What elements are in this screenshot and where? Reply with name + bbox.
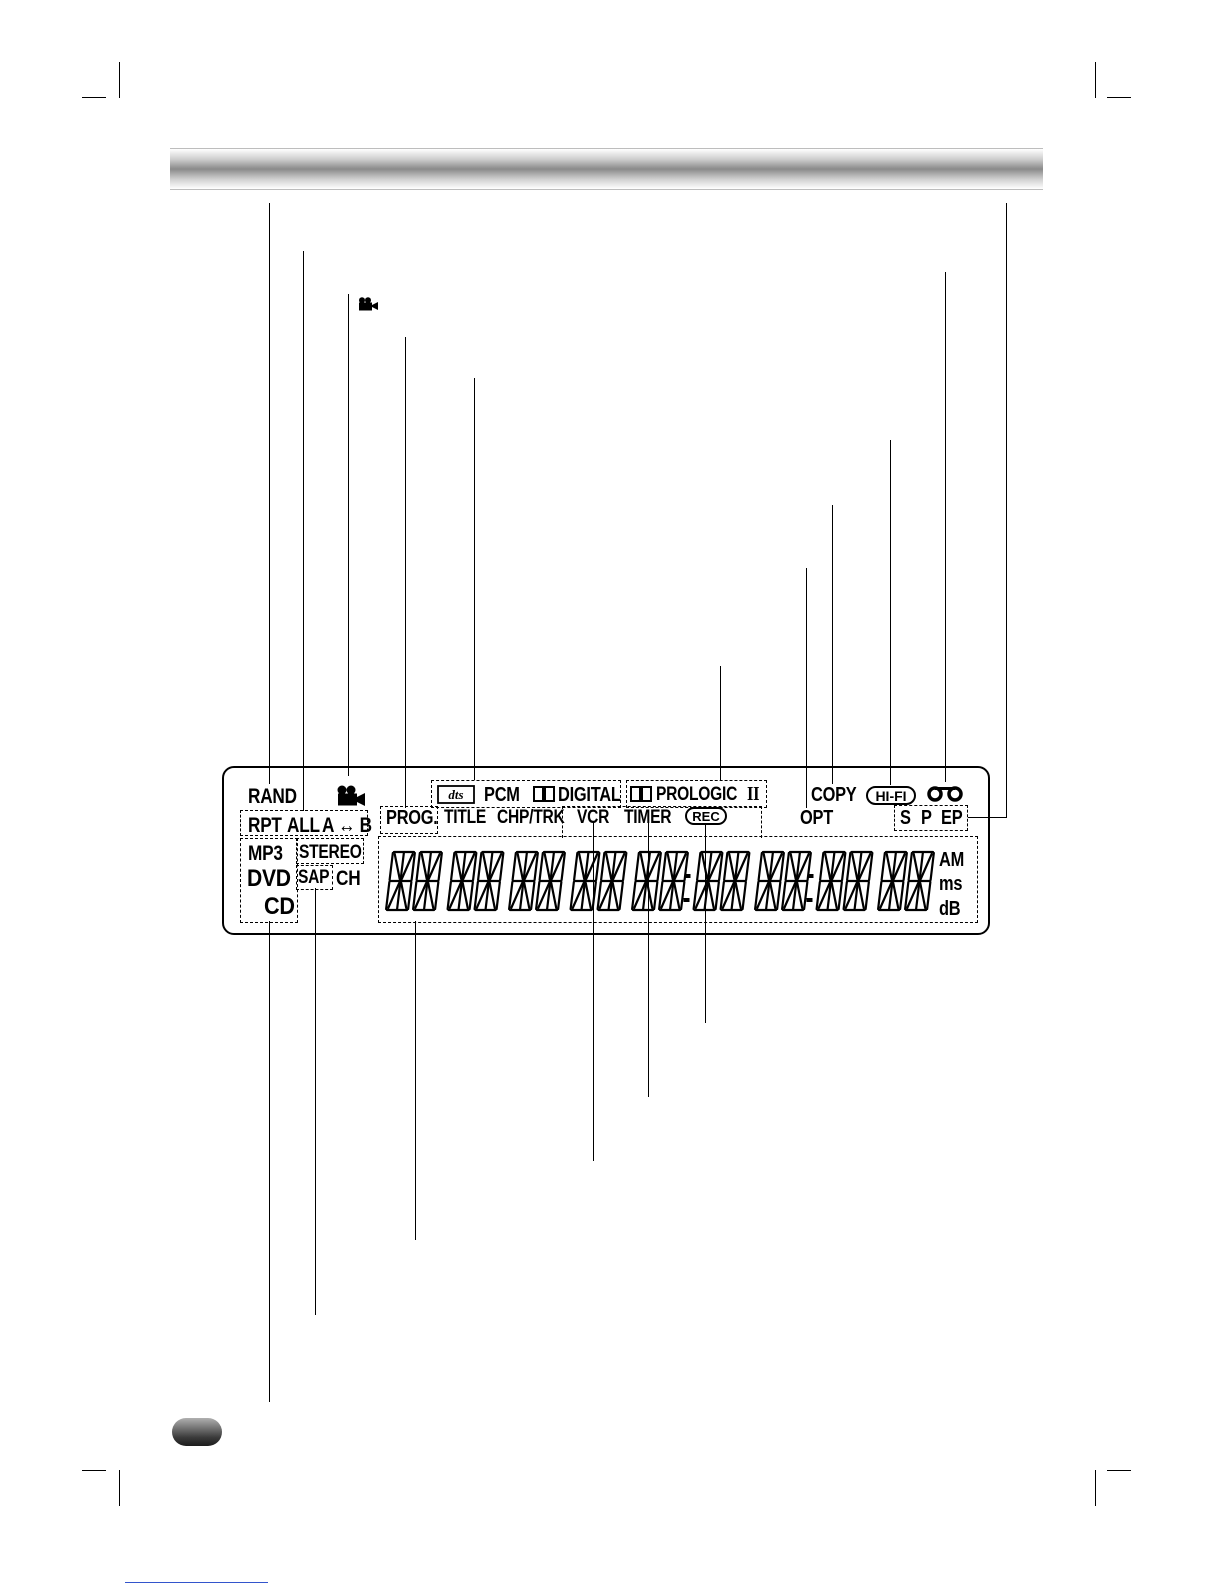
all-indicator: ALL (287, 814, 320, 837)
ep-indicator: EP (941, 807, 963, 829)
segment-digit (632, 852, 661, 910)
db-indicator: dB (939, 898, 961, 920)
segment-digit (817, 852, 846, 910)
segment-digit (878, 852, 907, 910)
sap-indicator: SAP (298, 867, 330, 888)
title-indicator: TITLE (444, 807, 487, 828)
segment-digit (475, 852, 504, 910)
rec-label: REC (692, 809, 720, 824)
hifi-label: HI-FI (875, 788, 907, 804)
segment-digit (694, 852, 723, 910)
mp3-indicator: MP3 (248, 842, 283, 865)
prologic-ii-indicator: II (747, 783, 760, 805)
segment-digit (509, 852, 538, 910)
pcm-indicator: PCM (484, 784, 520, 806)
digit-group (632, 852, 688, 910)
ms-indicator: ms (939, 873, 963, 895)
digit-group (684, 852, 750, 910)
minus-segment (684, 898, 690, 902)
am-indicator: AM (939, 849, 965, 871)
segment-digit (755, 852, 784, 910)
timer-indicator: TIMER (624, 807, 672, 828)
svg-text:dts: dts (448, 787, 464, 802)
digit-group (509, 852, 565, 910)
prologic-indicator: PROLOGIC (656, 784, 738, 805)
rand-indicator: RAND (248, 785, 297, 808)
footer-link-line (125, 1582, 268, 1583)
segment-digit (448, 852, 477, 910)
minus-segment (807, 898, 813, 902)
chp-trk-indicator: CHP/TRK (497, 807, 565, 828)
vcr-indicator: VCR (577, 807, 610, 828)
rpt-indicator: RPT (248, 814, 282, 837)
digit-group (386, 852, 442, 910)
segment-digit (386, 852, 415, 910)
segment-digit (536, 852, 565, 910)
dvd-indicator: DVD (247, 865, 291, 892)
stereo-indicator: STEREO (299, 842, 362, 863)
digit-group (878, 852, 934, 910)
digital-indicator: DIGITAL (558, 784, 621, 806)
segment-digit (598, 852, 627, 910)
segment-digit (905, 852, 934, 910)
copy-indicator: COPY (811, 784, 857, 806)
cd-indicator: CD (264, 893, 295, 920)
prog-indicator: PROG. (386, 807, 438, 829)
p-indicator: P (921, 807, 932, 829)
opt-indicator: OPT (800, 807, 833, 829)
segment-digit (413, 852, 442, 910)
digit-group (807, 852, 873, 910)
minus-segment (685, 874, 691, 878)
ch-indicator: CH (336, 867, 361, 890)
segment-digit (571, 852, 600, 910)
a-b-indicator: A ↔ B (322, 814, 372, 837)
page-number-tab (172, 1418, 222, 1446)
digit-group (571, 852, 627, 910)
segment-digit (844, 852, 873, 910)
digit-group (448, 852, 504, 910)
digit-group (755, 852, 811, 910)
segment-digit (721, 852, 750, 910)
s-indicator: S (900, 807, 911, 829)
minus-segment (808, 874, 814, 878)
